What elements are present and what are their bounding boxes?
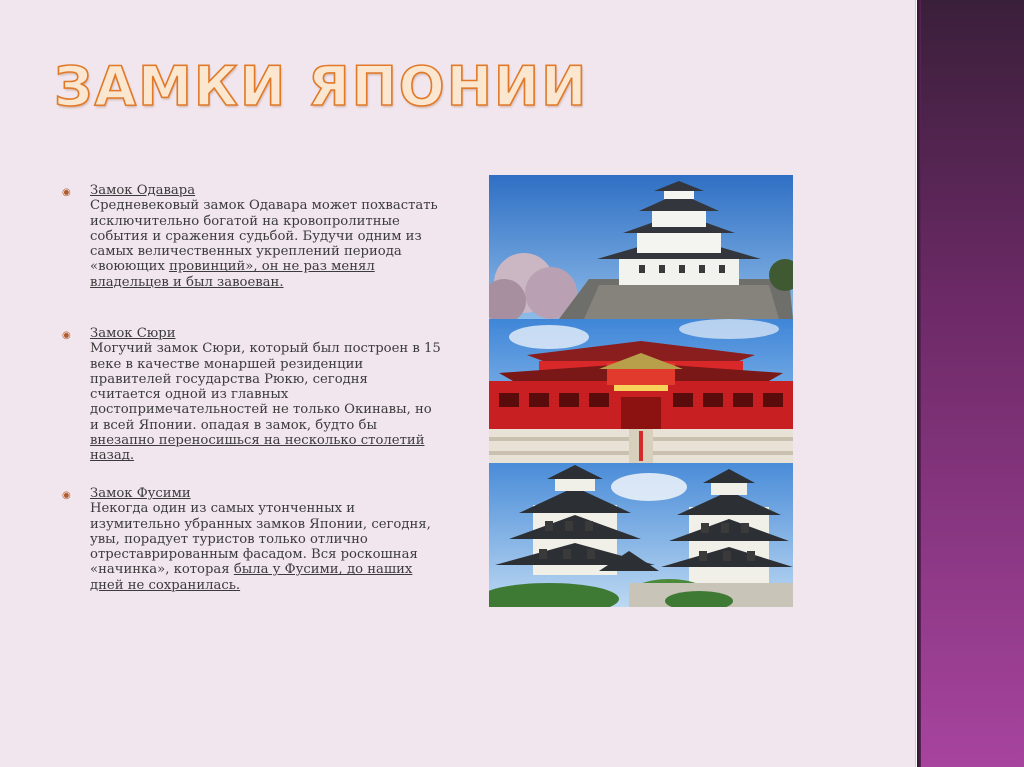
sidebar-edge <box>917 0 921 767</box>
bullet-icon: ◉ <box>62 330 71 341</box>
item-description <box>90 198 442 290</box>
item-description-link[interactable]: была у Фусими, до наших дней не сохранилась. <box>90 562 413 593</box>
shuri-castle-photo <box>489 319 793 463</box>
list-item-shuri <box>62 326 442 464</box>
bullet-icon: ◉ <box>62 490 71 501</box>
item-name-link[interactable]: Замок Сюри <box>90 326 176 341</box>
list-item-odawara <box>62 183 442 290</box>
item-description-text: Средневековый замок Одавара может похвастать исключительно богатой на кровопролитные события и сражения судьбой. Будучи одним из самых величественных укреплений периода «воюющих <box>90 198 438 275</box>
item-description <box>90 501 442 593</box>
item-description <box>90 341 442 463</box>
item-name-link[interactable]: Замок Фусими <box>90 486 191 501</box>
bullet-icon: ◉ <box>62 187 71 198</box>
item-description-link[interactable]: провинций», он не раз менял владельцев и был завоеван. <box>90 259 375 290</box>
item-description-text: Могучий замок Сюри, который был построен в 15 веке в качестве монаршей резиденции правителей государства Рюкю, сегодня считается одной из главных достопримечательностей не только Окинавы, но и всей Японии. опадая в замок, будто бы <box>90 341 441 433</box>
item-description-text: Некогда один из самых утонченных и изумительно убранных замков Японии, сегодня, увы, порадует туристов только отлично отреставрированным фасадом. Вся роскошная «начинка», которая <box>90 501 431 578</box>
decorative-sidebar <box>917 0 1024 767</box>
item-name-link[interactable]: Замок Одавара <box>90 183 196 198</box>
list-item-fushimi <box>62 486 442 593</box>
fushimi-castle-photo <box>489 463 793 607</box>
item-description-link[interactable]: внезапно переносишься на несколько столетий назад. <box>90 433 425 464</box>
slide-title: ЗАМКИ ЯПОНИИ <box>54 55 589 118</box>
odawara-castle-photo <box>489 175 793 319</box>
